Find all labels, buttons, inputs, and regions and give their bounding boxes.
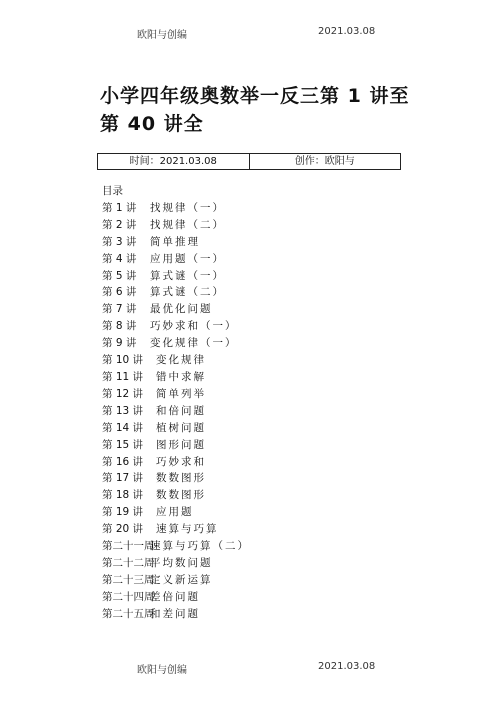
toc-item-number: 第 19 讲 <box>102 506 144 519</box>
toc-item <box>102 555 250 572</box>
toc-item-number: 第 8 讲 <box>102 320 137 333</box>
toc-item <box>102 352 250 369</box>
toc-item-title: 图形问题 <box>156 438 206 451</box>
toc-item <box>102 504 250 521</box>
toc-item-title: 和差问题 <box>150 607 200 620</box>
toc-item <box>102 538 250 555</box>
toc-item <box>102 234 250 251</box>
toc-item <box>102 200 250 217</box>
toc-item <box>102 386 250 403</box>
toc-item <box>102 217 250 234</box>
toc-item <box>102 369 250 386</box>
toc-item-number: 第 9 讲 <box>102 337 137 350</box>
toc-item-title: 数数图形 <box>156 472 206 485</box>
toc-item-title: 最优化问题 <box>150 303 213 316</box>
toc-item <box>102 606 250 623</box>
toc-item <box>102 589 250 606</box>
toc-item-title: 定义新运算 <box>150 573 213 586</box>
toc-item-title: 变化规律（一） <box>150 337 238 350</box>
toc-item-title: 植树问题 <box>156 421 206 434</box>
toc-item-title: 速算与巧算 <box>156 523 219 536</box>
toc-item <box>102 437 250 454</box>
toc-item-number: 第 5 讲 <box>102 269 137 282</box>
toc-item-title: 速算与巧算（二） <box>150 540 250 553</box>
toc-item <box>102 487 250 504</box>
toc-item-number: 第 4 讲 <box>102 252 137 265</box>
toc-item-number: 第二十三周 <box>102 573 155 586</box>
toc-item <box>102 403 250 420</box>
document-title: 小学四年级奥数举一反三第 1 讲至第 40 讲全 <box>100 85 410 135</box>
toc-item <box>102 318 250 335</box>
toc-item <box>102 284 250 301</box>
toc-item-number: 第 16 讲 <box>102 455 144 468</box>
header-author: 欧阳与创编 <box>137 30 187 41</box>
toc-item-title: 差倍问题 <box>150 590 200 603</box>
toc-item-title: 算式谜（一） <box>150 269 225 282</box>
toc-item-number: 第二十四周 <box>102 590 155 603</box>
toc-item <box>102 420 250 437</box>
toc-item-number: 第 13 讲 <box>102 404 144 417</box>
toc-item-title: 简单列举 <box>156 387 206 400</box>
header-date: 2021.03.08 <box>318 26 376 37</box>
toc-item-number: 第 2 讲 <box>102 218 137 231</box>
toc-item <box>102 268 250 285</box>
toc-item <box>102 572 250 589</box>
toc-item-title: 和倍问题 <box>156 404 206 417</box>
toc-list <box>102 200 250 623</box>
toc-item <box>102 301 250 318</box>
toc-item-number: 第 18 讲 <box>102 489 144 502</box>
toc-item-number: 第 7 讲 <box>102 303 137 316</box>
toc-item-title: 找规律（二） <box>150 218 225 231</box>
toc-item-number: 第 6 讲 <box>102 286 137 299</box>
meta-creator: 创作：欧阳与 <box>249 154 401 169</box>
toc-item-title: 平均数问题 <box>150 556 213 569</box>
footer-date: 2021.03.08 <box>318 661 376 672</box>
toc-heading: 目录 <box>102 185 123 197</box>
toc-item-number: 第 17 讲 <box>102 472 144 485</box>
toc-item-title: 变化规律 <box>156 354 206 367</box>
toc-item-number: 第 20 讲 <box>102 523 144 536</box>
meta-time: 时间：2021.03.08 <box>129 156 217 167</box>
toc-item-title: 巧妙求和 <box>156 455 206 468</box>
toc-item-number: 第 1 讲 <box>102 201 137 214</box>
toc-item <box>102 470 250 487</box>
toc-item <box>102 335 250 352</box>
toc-item-title: 简单推理 <box>150 235 200 248</box>
toc-item-number: 第二十五周 <box>102 607 155 620</box>
toc-item-number: 第二十一周 <box>102 540 155 553</box>
toc-item-number: 第 14 讲 <box>102 421 144 434</box>
toc-item-title: 数数图形 <box>156 489 206 502</box>
table-of-contents <box>102 183 250 623</box>
toc-item-title: 错中求解 <box>156 370 206 383</box>
toc-item-number: 第 3 讲 <box>102 235 137 248</box>
meta-table <box>97 153 401 170</box>
toc-item-title: 应用题（一） <box>150 252 225 265</box>
toc-item-title: 找规律（一） <box>150 201 225 214</box>
toc-item-number: 第 12 讲 <box>102 387 144 400</box>
toc-item-number: 第 15 讲 <box>102 438 144 451</box>
toc-item-number: 第 11 讲 <box>102 370 144 383</box>
toc-item-number: 第 10 讲 <box>102 354 144 367</box>
toc-item-title: 应用题 <box>156 506 194 519</box>
toc-item-title: 巧妙求和（一） <box>150 320 238 333</box>
toc-item <box>102 251 250 268</box>
toc-item-title: 算式谜（二） <box>150 286 225 299</box>
toc-item-number: 第二十二周 <box>102 556 155 569</box>
toc-item <box>102 521 250 538</box>
footer-author: 欧阳与创编 <box>137 665 187 676</box>
toc-item <box>102 454 250 471</box>
